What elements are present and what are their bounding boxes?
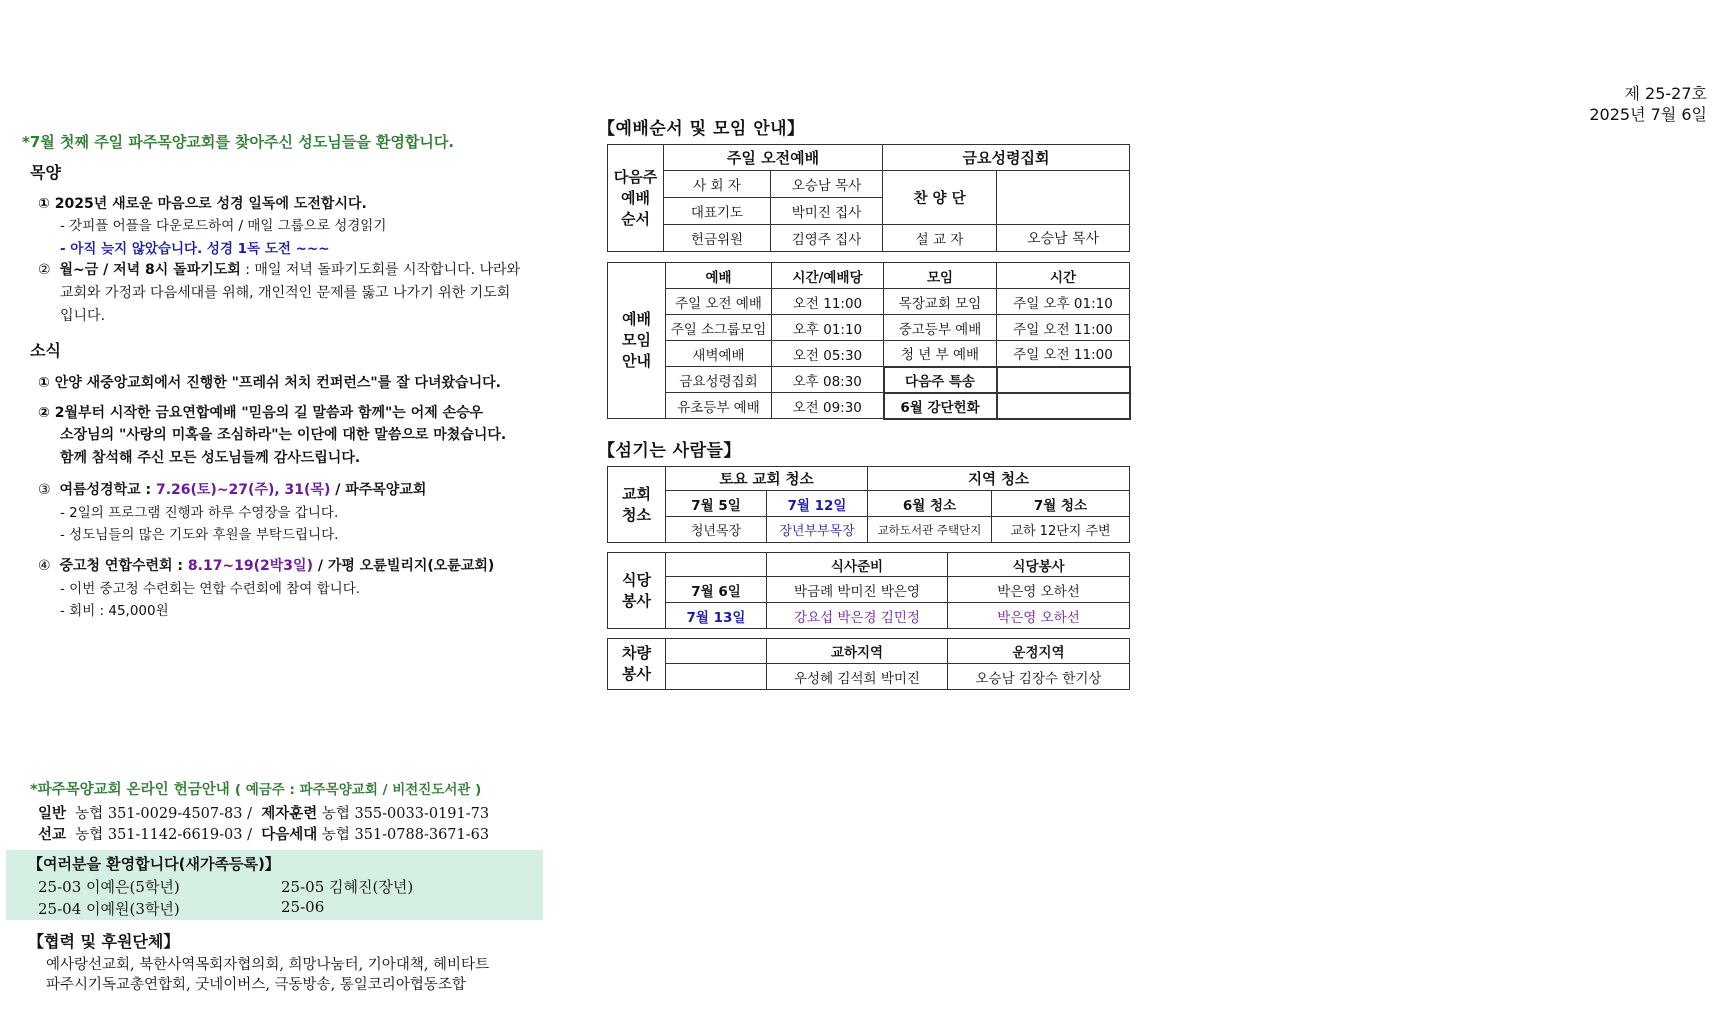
partners-line-1: 예사랑선교회, 북한사역목회자협의회, 희망나눔터, 기아대책, 헤비타트 [46,957,490,973]
meetings-header: 시간/예배당 [772,263,884,289]
cleaning-side-label: 교회 청소 [608,467,666,543]
meetings-cell [997,367,1130,393]
dining-cook: 박금례 박미진 박은영 [767,577,948,603]
worship-person: 박미진 집사 [771,198,883,225]
dining-blank [666,553,767,577]
cleaning-name: 청년목장 [666,517,767,543]
worship-section-title: 【예배순서 및 모임 안내】 [598,119,805,139]
servers-section-title: 【섬기는 사람들】 [598,441,741,461]
partners-title: 【협력 및 후원단체】 [28,932,180,951]
meetings-cell: 새벽예배 [666,341,772,367]
vehicle-side-label: 차량 봉사 [608,639,666,690]
newcomer-item: 25-03 이예은(5학년) [38,878,180,896]
newcomer-item: 25-06 [281,898,325,916]
news-item-2-line2: 소장님의 "사랑의 미혹을 조심하라"는 이단에 대한 말씀으로 마쳤습니다. [60,427,507,443]
dining-side-label: 식당 봉사 [608,553,666,629]
news-item-3-place: / 파주목양교회 [330,482,427,498]
cleaning-date: 7월 12일 [767,491,868,517]
worship-role: 대표기도 [664,198,771,225]
mokyang-item-1-sub2: - 아직 늦지 않았습니다. 성경 1독 도전 ~~~ [60,241,330,257]
cleaning-table [607,466,1130,543]
friday-service-header: 금요성령집회 [883,145,1130,171]
news-item-3-sub1: - 2일의 프로그램 진행과 하루 수영장을 갑니다. [60,505,339,521]
dining-header: 식사준비 [767,553,948,577]
issue-number: 제 25-27호 [1624,84,1707,103]
newcomer-item: 25-05 김혜진(장년) [281,878,414,896]
cleaning-header: 토요 교회 청소 [666,467,868,491]
meetings-cell: 다음주 특송 [884,367,997,393]
news-item-3-sub2: - 성도님들의 많은 기도와 후원을 부탁드립니다. [60,527,339,543]
news-item-3-num: ③ [38,482,51,498]
dining-serve: 박은영 오하선 [948,603,1130,629]
meetings-cell: 오전 09:30 [772,393,884,419]
worship-role: 헌금위원 [664,225,771,252]
vehicle-blank [666,664,767,690]
news-item-4-num: ④ [38,558,51,574]
offering-title-text: *파주목양교회 온라인 헌금안내 [30,782,230,798]
news-item-1: ① 안양 새중앙교회에서 진행한 "프레쉬 처치 컨퍼런스"를 잘 다녀왔습니다. [38,375,501,391]
meetings-cell: 목장교회 모임 [884,289,997,315]
meetings-header: 시간 [997,263,1130,289]
meetings-cell: 오후 08:30 [772,367,884,393]
friday-person: 오승남 목사 [997,225,1130,252]
mokyang-item-1-sub1: - 갓피플 어플을 다운로드하여 / 매일 그룹으로 성경읽기 [60,218,387,234]
vehicle-header: 운정지역 [948,639,1130,664]
dining-serve: 박은영 오하선 [948,577,1130,603]
sunday-service-header: 주일 오전예배 [664,145,883,171]
meetings-cell: 오전 11:00 [772,289,884,315]
dining-cook: 강요섭 박은경 김민정 [767,603,948,629]
welcome-line: *7월 첫째 주일 파주목양교회를 찾아주신 성도님들을 환영합니다. [22,133,455,151]
issue-date: 2025년 7월 6일 [1589,105,1707,124]
news-item-4-date: 8.17~19(2박3일) [187,558,313,574]
news-item-3-title: 여름성경학교 : [59,482,156,498]
news-item-4 [38,555,494,575]
news-item-4-sub2: - 회비 : 45,000원 [60,603,169,619]
offering-row-1 [38,802,489,823]
vehicle-name: 우성혜 김석희 박미진 [767,664,948,690]
news-item-3-date: 7.26(토)~27(주), 31(목) [155,482,331,498]
cleaning-header: 지역 청소 [868,467,1130,491]
newcomers-title: 【여러분을 환영합니다(새가족등록)】 [28,855,280,873]
offering-holder: ( 예금주 : 파주목양교회 / 비전진도서관 ) [234,782,482,798]
meetings-cell: 오전 05:30 [772,341,884,367]
vehicle-header: 교하지역 [767,639,948,664]
vehicle-blank [666,639,767,664]
dining-table [607,552,1130,629]
meetings-cell: 중고등부 예배 [884,315,997,341]
offering-account: 농협 355-0033-0191-73 [321,806,490,822]
news-title: 소식 [30,341,61,360]
mokyang-item-1: ① 2025년 새로운 마음으로 성경 일독에 도전합시다. [38,196,367,212]
meetings-cell: 오후 01:10 [772,315,884,341]
cleaning-name: 교하 12단지 주변 [992,517,1130,543]
newcomer-item: 25-04 이예원(3학년) [38,900,180,918]
worship-role: 사 회 자 [664,171,771,198]
dining-header: 식당봉사 [948,553,1130,577]
meetings-cell: 주일 오후 01:10 [997,289,1130,315]
dining-date: 7월 13일 [666,603,767,629]
mokyang-title: 목양 [30,163,61,182]
worship-person: 김영주 집사 [771,225,883,252]
offering-account: 농협 351-0788-3671-63 [321,827,490,843]
cleaning-name: 교하도서관 주택단지 [868,517,992,543]
meetings-side-label: 예배 모임 안내 [608,263,666,419]
mokyang-item-2-text: : 매일 저녁 돌파기도회를 시작합니다. 나라와 [240,262,521,278]
meetings-cell: 주일 소그룹모임 [666,315,772,341]
offering-label: 일반 [38,805,67,822]
cleaning-date: 7월 5일 [666,491,767,517]
meetings-cell: 6월 강단헌화 [884,393,997,419]
offering-label: 다음세대 [261,826,318,843]
mokyang-item-2-num: ② [38,262,51,278]
dining-date: 7월 6일 [666,577,767,603]
mokyang-item-2-line2: 교회와 가정과 다음세대를 위해, 개인적인 문제를 뚫고 나가기 위한 기도회 [60,285,511,301]
friday-role: 설 교 자 [883,225,997,252]
news-item-4-title: 중고청 연합수련회 : [59,558,188,574]
offering-account: 농협 351-0029-4507-83 / [75,806,252,822]
meetings-cell [997,393,1130,419]
meetings-table [607,262,1131,420]
meetings-cell: 금요성령집회 [666,367,772,393]
issue-info [1589,83,1707,125]
offering-title [30,778,481,799]
offering-row-2 [38,823,489,844]
worship-person: 오승남 목사 [771,171,883,198]
meetings-header: 모임 [884,263,997,289]
newcomers-panel [6,850,543,920]
offering-label: 제자훈련 [261,805,318,822]
news-item-4-sub1: - 이번 중고청 수련회는 연합 수련회에 참여 합니다. [60,581,361,597]
mokyang-item-2-line3: 입니다. [60,308,106,324]
news-item-2-line3: 함께 참석해 주신 모든 성도님들께 감사드립니다. [60,450,361,466]
meetings-cell: 주일 오전 11:00 [997,341,1130,367]
cleaning-date: 6월 청소 [868,491,992,517]
news-item-2-line1: ② 2월부터 시작한 금요연합예배 "믿음의 길 말씀과 함께"는 어제 손승우 [38,405,484,421]
vehicle-name: 오승남 김장수 한기상 [948,664,1130,690]
worship-order-table [607,144,1130,252]
cleaning-name: 장년부부목장 [767,517,868,543]
mokyang-item-2-title: 월~금 / 저녁 8시 돌파기도회 [59,262,241,278]
meetings-cell: 주일 오전 예배 [666,289,772,315]
friday-person [997,171,1130,225]
news-item-4-place: / 가평 오륜빌리지(오륜교회) [312,558,495,574]
offering-account: 농협 351-1142-6619-03 / [75,827,252,843]
meetings-cell: 유초등부 예배 [666,393,772,419]
worship-order-side-label: 다음주 예배 순서 [608,145,664,252]
offering-label: 선교 [38,826,67,843]
news-item-3 [38,479,426,499]
meetings-cell: 청 년 부 예배 [884,341,997,367]
meetings-header: 예배 [666,263,772,289]
friday-role: 찬 양 단 [883,171,997,225]
meetings-cell: 주일 오전 11:00 [997,315,1130,341]
vehicle-table [607,638,1130,690]
partners-line-2: 파주시기독교총연합회, 굿네이버스, 극동방송, 통일코리아협동조합 [46,977,466,993]
cleaning-date: 7월 청소 [992,491,1130,517]
mokyang-item-2 [38,259,520,279]
